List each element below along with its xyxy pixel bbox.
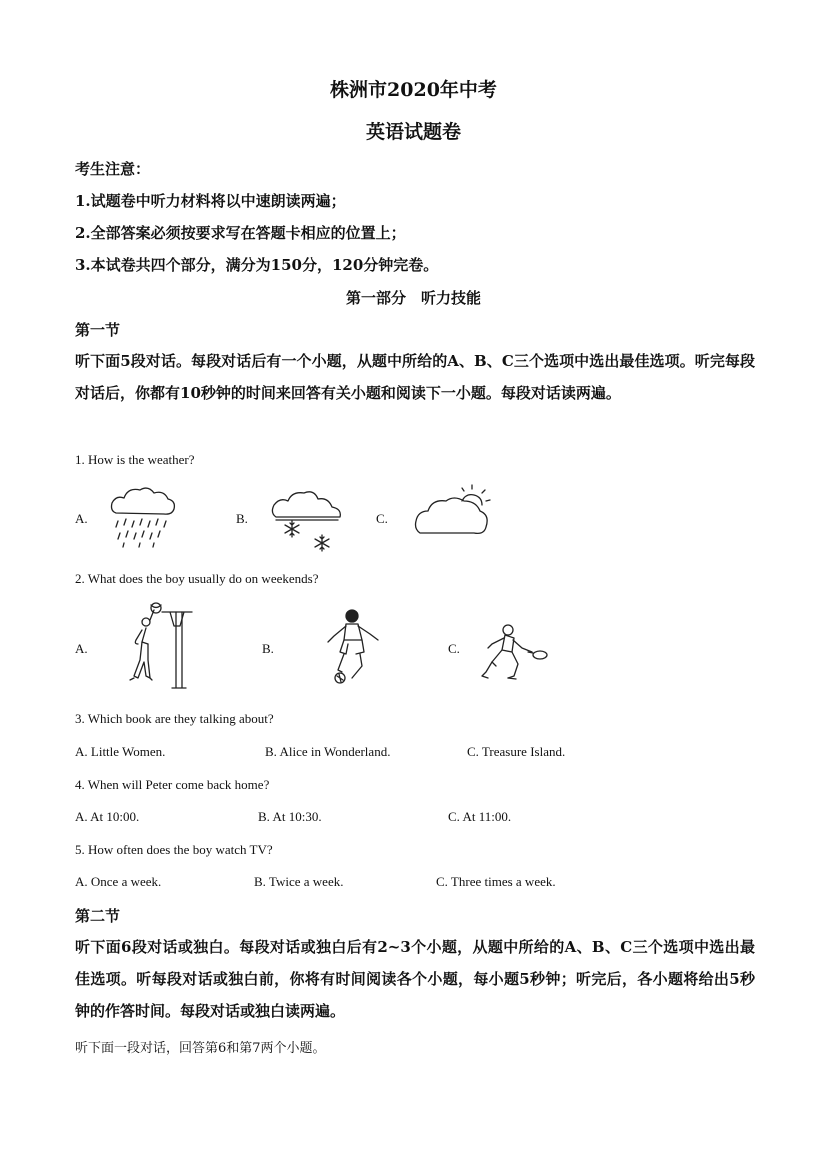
badminton-player-icon [478,622,558,684]
q5-option-a: A. Once a week. [75,874,162,889]
q2-option-a: A. [75,641,88,656]
question-4: 4. When will Peter come back home? [75,777,270,792]
soccer-player-icon [322,608,386,688]
snow-cloud-icon [270,487,350,555]
q5-option-b: B. Twice a week. [254,874,344,889]
q3-option-c: C. Treasure Island. [467,744,566,759]
section1-instruction: 听下面5段对话。每段对话后有一个小题，从题中所给的A、B、C三个选项中选出最佳选项。听完每段对话后，你都有10秒钟的时间来回答有关小题和阅读下一小题。每段对话读两遍。 [75,352,755,402]
section2-note: 听下面一段对话，回答第6和第7两个小题。 [75,1041,326,1056]
question-5: 5. How often does the boy watch TV? [75,842,273,857]
notice-item-1: 1.试题卷中听力材料将以中速朗读两遍； [75,192,346,210]
notice-item-3: 3.本试卷共四个部分，满分为150分，120分钟完卷。 [75,256,439,274]
q1-option-a: A. [75,511,88,526]
notice-heading: 考生注意： [75,160,151,178]
q4-option-c: C. At 11:00. [448,809,512,824]
q1-option-c: C. [376,511,388,526]
partly-sunny-icon [414,487,494,539]
q4-option-a: A. At 10:00. [75,809,140,824]
q3-option-a: A. Little Women. [75,744,166,759]
q3-option-b: B. Alice in Wonderland. [265,744,391,759]
exam-subtitle: 英语试题卷 [365,121,461,143]
q5-option-c: C. Three times a week. [436,874,556,889]
q2-option-c: C. [448,641,460,656]
basketball-player-icon [120,600,200,692]
part1-title: 第一部分 听力技能 [345,289,481,307]
section2-instruction: 听下面6段对话或独白。每段对话或独白后有2~3个小题，从题中所给的A、B、C三个选项中选出最佳选项。听每段对话或独白前，你将有时间阅读各个小题，每小题5秒钟；听完后，各小题将给出5秒钟的作答时间。每段对话或独白读两遍。 [75,938,755,1020]
section1-heading: 第一节 [75,321,121,339]
q4-option-b: B. At 10:30. [258,809,322,824]
exam-title: 株洲市2020年中考 [330,79,497,101]
notice-item-2: 2.全部答案必须按要求写在答题卡相应的位置上； [75,224,406,242]
question-2: 2. What does the boy usually do on weekends? [75,571,319,586]
section2-heading: 第二节 [75,907,121,925]
question-3: 3. Which book are they talking about? [75,711,274,726]
rain-cloud-icon [108,485,178,550]
q1-option-b: B. [236,511,248,526]
q2-option-b: B. [262,641,274,656]
question-1: 1. How is the weather? [75,452,195,467]
